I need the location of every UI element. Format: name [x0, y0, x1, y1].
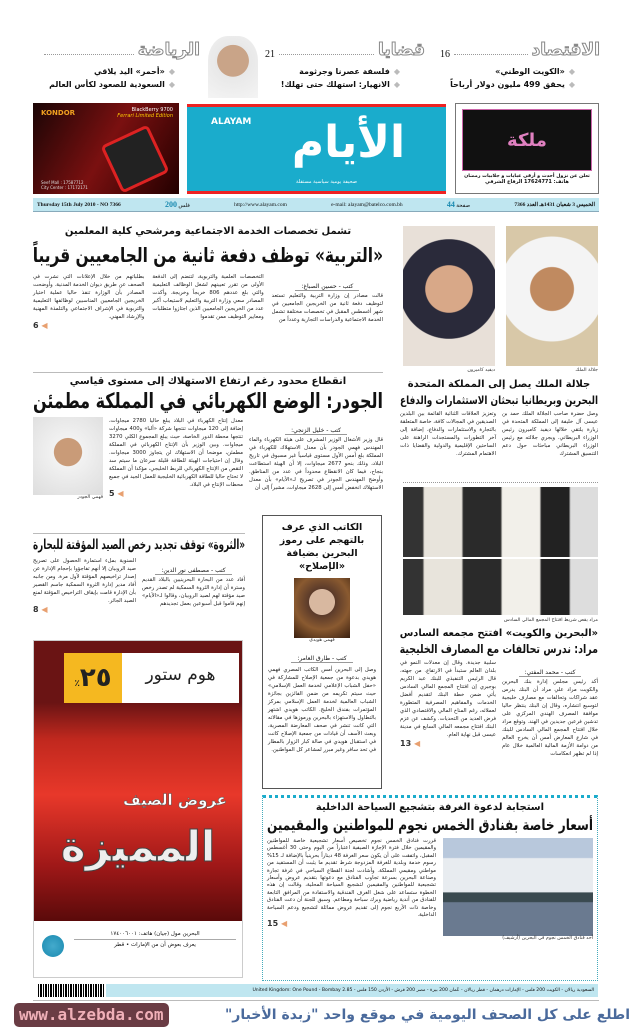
- masthead[interactable]: [187, 104, 446, 194]
- story-body: قالت مصادر إن وزارة التربية والتعليم تستعد لتوظيف دفعة ثانية من الخريجين الجامعيين في شهر أغسطس المقبل في تخصصات مختلفة تشمل الخدمة الاجتماعية والدراسات التجارية وعدداً من: [271, 293, 383, 323]
- percent: ٪: [74, 679, 80, 689]
- date-bar: [33, 198, 599, 212]
- ad-brand: هوم ستور: [145, 665, 216, 685]
- photo-caption: جلالة الملك: [575, 368, 598, 373]
- price: 200: [164, 200, 177, 209]
- columnist-photo: [294, 578, 350, 638]
- ad-edition: Ferrari Limited Edition: [117, 113, 173, 119]
- page-number: 21: [265, 49, 275, 60]
- byline: كتب - محمد المفتي:: [519, 669, 582, 677]
- page-ref[interactable]: 13: [400, 739, 412, 748]
- king-photo: [506, 226, 598, 366]
- ad-logo: ملكة: [462, 109, 592, 171]
- page-ref[interactable]: 6: [33, 321, 39, 330]
- discount: ٢٥: [79, 663, 112, 693]
- story-body: بطلباتهم من خلال الإعلانات التي نشرت في الصحف عن طريق ديوان الخدمة المدنية. وأوضحت المصادر بأن الوزارة تنفذ حاليا عملية اختيار الخريجين الجامعيين المناسبين لوظائفها التعليمية والتربوية في الإشراف الاجتماعي والتلمذة المهنية والإرشاد المهني.: [33, 274, 145, 320]
- barcode: [38, 984, 104, 997]
- story-kicker: «البحرين والكويت» افتتح مجمعه السادس: [399, 628, 598, 639]
- ad-phone: هاتف: 17624771 الرفاع الشرقي: [485, 179, 569, 185]
- masthead-tagline: صحيفة يومية سياسية مستقلة: [296, 179, 357, 185]
- story-headline[interactable]: مراد: ندرس تحالفات مع المصارف الخليجية: [399, 642, 598, 656]
- story-body: سلبية جديدة. وقال إن معدلات النمو في بلدان العالم ستبدأ في الارتفاع. من جهته، قال الرئيس التنفيذي للبنك عبد الكريم بوجيري إن افتتاح المجمع المالي السادس يأتي ضمن خطة البنك لتقديم أفضل الخدمات والمفاهيم المصرفية المتطورة لعملائه، رغم المناخ المالي والاقتصادي الذي فرض العديد من التحديات. وكشف عن عزم البنك افتتاح مجمعه المالي السابع في مدينة عيسى قبل نهاية العام.: [400, 660, 496, 738]
- teaser-item[interactable]: الانهيار: استهلك حتى تهلك!: [280, 80, 390, 89]
- footer-url[interactable]: www.alzebda.com: [14, 1003, 169, 1027]
- ad-subhead: المميزة: [60, 822, 216, 871]
- price-unit: فلس: [178, 203, 190, 209]
- story-body: قال وزير الأشغال الوزير المشرف على هيئة الكهرباء والماء المهندس فهمي الجودر بأن معدل الاستهلاك للكهرباء في المملكة بلغ أمس الأول مستوى قياسياً غير مسبوق في تاريخ البلاد، وذلك بنحو 2677 ميجاوات، إلا أن الهيئة استطاعت بنجاح، فيما كان الانقطاع محدوداً في عدد من المناطق. وأوضح المهندس الجودر في تصريح لـ«الأيام» بأن معدل الاستهلاك انخفض أمس إلى 2628 ميجاوات، مشيراً إلى أن: [249, 437, 383, 491]
- ad-address: البحرين مول (جيان) هاتف: ١٧٤٠٠٦٠٠١: [74, 931, 236, 940]
- page-ref[interactable]: 8: [33, 605, 39, 614]
- photo-caption: فهمي الجودر: [77, 495, 103, 500]
- section-economy[interactable]: الاقتصاد 16 ◆«الكويت الوطني» ◆يحقق 499 مليون دولار أرباحاً: [440, 40, 600, 89]
- hotel-photo: [443, 838, 593, 936]
- byline: كتب - حسين الصباغ:: [295, 283, 359, 291]
- teaser-item[interactable]: السعودية للصعود لكأس العالم: [49, 80, 165, 89]
- kondor-ad[interactable]: [33, 103, 179, 194]
- story-body: التخصصات العلمية والتربوية، لتنضم إلى الدفعة الأولى من تقرر تعيينهم لشغل الوظائف التعليمية والتي بلغ عددهم 806 خريجاً وخريجة. وأكدت المصادر سعي وزارة التربية والتعليم لاستيعاب أكبر عدد من الخريجين الجامعيين الذين اجتازوا متطلبات ومعايير التوظيف ممن تقدموا: [152, 274, 264, 320]
- teaser-item[interactable]: «أحمر» اليد يلاقي: [94, 67, 165, 76]
- story-kicker: جلالة الملك يصل إلى المملكة المتحدة: [407, 379, 591, 390]
- story-kicker: تشمل تخصصات الخدمة الاجتماعية ومرشحي كلية المعلمين: [64, 226, 352, 237]
- story-king[interactable]: [400, 379, 598, 458]
- cameron-photo: [403, 226, 495, 366]
- photo-caption: أحد فنادق الخمس نجوم في البحرين (أرشيف): [502, 936, 593, 941]
- teaser-item[interactable]: يحقق 499 مليون دولار أرباحاً: [450, 80, 565, 89]
- photo-caption: ديفيد كاميرون: [467, 368, 495, 373]
- masthead-logo: الأيام: [291, 117, 406, 168]
- columnist-portrait: [208, 36, 258, 98]
- page-count: 44: [446, 200, 455, 209]
- pages-unit: صفحة: [456, 203, 471, 209]
- story-body: أكد رئيس مجلس إدارة بنك البحرين والكويت مراد علي مراد أن البنك يدرس عقد شراكات وتحالفات مع مصارف خليجية لتوسيع انتشاره، وقال إن البنك ينتظر حاليا موافقة المصرف الهندي المركزي على تدشين فرعين جديدين في الهند. وتوقع مراد خلال افتتاح المجمع المالي السادس للبنك في شارع المعارض أمس أن يخرج العالم من دوامة الأزمة المالية العالمية خلال عام إذا لم تظهر انعكاسات: [502, 679, 598, 757]
- story-body: وصل إلى البحرين أمس الكاتب المصري فهمي هويدي بدعوة من جمعية الإصلاح للمشاركة في «حفل الشباب الإعلامي لخدمة العمل الإسلامي» حيث سيتم تكريمه من ضمن الفائزين بجائزة الشباب العالمية لخدمة العمل الإسلامي بمركز المؤتمرات بفندق الخليج. الكاتب هويدي اشتهر بالتطاول والاستهزاء بالبحرين ورموزها في مقالاته التي كانت تنشر في صحف المعارضة المصرية، وبعث الأسف أن قيادات من جمعية الإصلاح كانت في استقبال هويدي في صالة كبار الزوار بالمطار في تحد سافر وغير مبرر لمشاعر كل المواطنين.: [268, 667, 376, 753]
- story-headline[interactable]: الكاتب الذي عرف بالتهجم على رموز البحرين بضيافة «الإصلاح»: [279, 522, 365, 572]
- jowder-photo: [33, 417, 103, 495]
- home-store-ad[interactable]: [33, 640, 243, 978]
- story-bank[interactable]: «البحرين والكويت» افتتح مجمعه السادس مراد: ندرس تحالفات مع المصارف الخليجية كتب - محمد المفتي: أكد رئيس مجلس إدارة بنك البحرين والكويت مراد علي مراد أن البنك يدرس عقد شراكات وتحالفات مع مصارف خليجية لتوسيع انتشاره، وقال إن البنك ينتظر حاليا موافقة المصرف الهندي المركزي على تدشين فرعين جديدين في الهند. وتوقع مراد خلال افتتاح المجمع المالي السادس للبنك في شارع المعارض أمس أن يخرج العالم من دوامة الأزمة المالية العالمية خلال عام إذا لم تظهر انعكاسات سلبية جديدة. وقال إن معدلات النمو في بلدان العالم ستبدأ في الارتفاع. من جهته، قال الرئيس التنفيذي للبنك عبد الكريم بوجيري إن افتتاح المجمع المالي السادس يأتي ضمن خطة البنك لتقديم أفضل الخدمات والمفاهيم المصرفية المتطورة لعملائه، رغم المناخ المالي والاقتصادي الذي فرض العديد من التحديات. وكشف عن عزم البنك افتتاح مجمعه المالي السابع في مدينة عيسى قبل نهاية العام. ◀ 13: [399, 628, 598, 757]
- english-date: Thursday 15th July 2010 - NO 7366: [37, 201, 121, 208]
- ad-text: تعلن عن نزول أحدث و أرقى عبايات و جلابيات رمضان: [464, 174, 590, 179]
- website-link[interactable]: http://www.alayam.com: [234, 201, 287, 208]
- phone-image: [100, 124, 169, 193]
- page-number: 16: [440, 49, 450, 60]
- story-headline[interactable]: أسعار خاصة بفنادق الخمس نجوم للمواطنين والمقيمين: [267, 816, 593, 834]
- masthead-latin: ALAYAM: [211, 117, 252, 127]
- photo-caption: فهمي هويدي: [309, 638, 335, 643]
- story-electricity[interactable]: انقطاع محدود رغم ارتفاع الاستهلاك إلى مستوى قياسي الجودر: الوضع الكهربائي في المملكة مطمئن كتب - خليل الزنجي: قال وزير الأشغال الوزير المشرف على هيئة الكهرباء والماء المهندس فهمي الجودر بأن معدل الاستهلاك للكهرباء في المملكة بلغ أمس الأول مستوى قياسياً غير مسبوق في تاريخ البلاد، وذلك بنحو 2677 ميجاوات، إلا أن الهيئة استطاعت بنجاح، فيما كان الانقطاع محدوداً في عدد من المناطق. وأوضح المهندس الجودر في تصريح لـ«الأيام» بأن معدل الاستهلاك انخفض أمس إلى 2628 ميجاوات، مشيراً إلى أن معدل إنتاج الكهرباء في البلاد يبلغ حاليا 2780 ميجاوات، إضافة إلى 120 ميجاوات تنتجها شركة «ألبا» و400 ميجاوات تنتجها محطة الدور الخاصة، حيث يبلغ المجموع الكلي 3270 ميجاوات. وبين الوزير بأن الإنتاج الكهربائي في المملكة مطمئن، موضحا أن الاستهلاك لن يتجاوز 3000 ميجاوات. وقال إن احتياجات الهيئة للطاقة قليلة سرعان ما سيتم سد النقص من الإنتاج الكهربائي للربط الخليجي، مؤكدا أن المملكة لا تحتاج حاليا للطاقة الكهربائية الخليجية للعمل الجيد في جميع محطات الإنتاج في البلاد. ◀ 5 فهمي الجودر: [32, 376, 383, 500]
- story-hotels[interactable]: استجابة لدعوة الغرفة بتشجيع السياحة الداخلية أسعار خاصة بفنادق الخمس نجوم للمواطنين والمقيمين أحد فنادق الخمس نجوم في البحرين (أرشيف) قررت فنادق الخمس نجوم تخصيص أسعار تشجيعية خاصة للمواطنين والمقيمين خلال فترة الإجازة الصيفية اعتباراً من اليوم وحتى 30 أغسطس المقبل، واتفقت على أن يكون سعر الغرفة 48 ديناراً بحرينياً بالإضافة لـ 15% رسوم خدمة وبلدية للغرفة المزدوجة شرط تقديم ما يثبت أن المستفيد من مواطني ومقيمي المملكة. وأشادت لجنة القطاع السياحي في غرفة تجارة وصناعة البحرين بسرعة تجاوب الفنادق مع دعوتها بتقديم عروض وأسعار تشجيعية للمواطنين والمقيمين لتشجيع السياحة المحلية، وقالت إن هذه الخطوة ستساعد على شغل الغرف الفندقية والاستفادة من المرافق التابعة للفنادق من أندية رياضية وبرك سباحة ومطاعم. وسبق للجنة أن دعت الفنادق وخاصة ذات الأربع نجوم إلى تقديم عروض مماثلة لتشجيع ودعم السياحة الداخلية. ◀ 15: [262, 795, 598, 981]
- story-headline[interactable]: الجودر: الوضع الكهربائي في المملكة مطمئن: [32, 389, 383, 413]
- section-title: الاقتصاد: [531, 40, 600, 60]
- ad-line: Seef Mall : 17587712: [41, 180, 84, 185]
- story-kicker: استجابة لدعوة الغرفة بتشجيع السياحة الداخلية: [315, 802, 545, 813]
- byline: كتب - خليل الزنجي:: [285, 427, 347, 435]
- story-body: معدل إنتاج الكهرباء في البلاد يبلغ حاليا 2780 ميجاوات، إضافة إلى 120 ميجاوات تنتجها شركة «ألبا» و400 ميجاوات تنتجها محطة الدور الخاصة، حيث يبلغ المجموع الكلي 3270 ميجاوات. وبين الوزير بأن الإنتاج الكهربائي في المملكة مطمئن، موضحا أن الاستهلاك لن يتجاوز 3000 ميجاوات. وقال إن احتياجات الهيئة للطاقة قليلة سرعان ما سيتم سد النقص من الإنتاج الكهربائي للربط الخليجي، مؤكدا أن المملكة لا تحتاج حاليا للطاقة الكهربائية الخليجية للعمل الجيد في جميع محطات الإنتاج في البلاد.: [109, 418, 243, 488]
- section-sports[interactable]: الرياضة ◆«أحمر» اليد يلاقي ◆السعودية للصعود لكأس العالم: [40, 40, 200, 91]
- story-body: أفاد عدد من البحارة البحرينيين بالبلاد القديم وسترة أن إدارة الثروة السمكية لم تصدر رخص صيد مؤقتة لهم لصيد الروبيان، وقالوا لـ«الأيام» إنهم قاموا قبل أسبوعين بعمل تجديدهم: [142, 577, 245, 607]
- section-title: قضايا: [377, 40, 425, 60]
- story-fishing[interactable]: «الثروة» توقف تجديد رخص الصيد المؤقتة للبحارة كتب - مصطفى نور الدين: أفاد عدد من البحارة البحرينيين بالبلاد القديم وسترة أن إدارة الثروة السمكية لم تصدر رخص صيد مؤقتة لهم لصيد الروبيان، وقالوا لـ«الأيام» إنهم قاموا قبل أسبوعين بعمل تجديدهم السنوية بملء استمارة الحصول على تصريح صيد الروبيان إلا أنهم تفاجؤوا بإحجام الإدارة عن إصدار تراخيصهم المؤقتة لأول مرة. ومن جانبه أفاد مدير إدارة الثروة السمكية جاسم القصير بأن الإدارة قامت بإيقاف التراخيص المؤقتة لمنع الصيد الجائر. ◀ 8: [33, 537, 245, 614]
- ad-note: يعرف بعوض أن من الإمارات • قطر: [114, 942, 196, 948]
- teaser-item[interactable]: «الكويت الوطني»: [495, 67, 565, 76]
- photo-caption: مراد يقص شريط افتتاح المجمع المالي السادس: [503, 618, 598, 623]
- byline: كتب - مصطفى نور الدين:: [155, 567, 231, 575]
- story-kicker: انقطاع محدود رغم ارتفاع الاستهلاك إلى مستوى قياسي: [69, 376, 347, 387]
- story-column[interactable]: [262, 515, 382, 789]
- ad-line: City Center : 17172171: [41, 185, 88, 190]
- story-body: السنوية بملء استمارة الحصول على تصريح صيد الروبيان إلا أنهم تفاجؤوا بإحجام الإدارة عن إصدار تراخيصهم المؤقتة لأول مرة. ومن جانبه أفاد مدير إدارة الثروة السمكية جاسم القصير بأن الإدارة قامت بإيقاف التراخيص المؤقتة لمنع الصيد الجائر.: [33, 558, 136, 604]
- globe-icon: [42, 935, 64, 957]
- page-ref[interactable]: 5: [109, 489, 115, 498]
- story-headline[interactable]: «التربية» توظف دفعة ثانية من الجامعيين قريباً: [32, 243, 384, 267]
- email-link[interactable]: e-mail: alayam@batelco.com.bh: [331, 201, 403, 208]
- ad-product: BlackBerry 9700: [131, 107, 173, 113]
- story-headline[interactable]: «الثروة» توقف تجديد رخص الصيد المؤقتة للبحارة: [33, 537, 245, 553]
- story-headline[interactable]: البحرين وبريطانيا تبحثان الاستثمارات والدفاع: [400, 393, 598, 407]
- arabic-date: الخميس 3 شعبان 1431هـ العدد 7366: [514, 201, 595, 208]
- story-teachers[interactable]: تشمل تخصصات الخدمة الاجتماعية ومرشحي كلية المعلمين «التربية» توظف دفعة ثانية من الجامعيين قريباً كتب - حسين الصباغ: قالت مصادر إن وزارة التربية والتعليم تستعد لتوظيف دفعة ثانية من الخريجين الجامعيين في شهر أغسطس المقبل في تخصصات مختلفة تشمل الخدمة الاجتماعية والدراسات التجارية وعدداً من التخصصات العلمية والتربوية، لتنضم إلى الدفعة الأولى من تقرر تعيينهم لشغل الوظائف التعليمية والتي بلغ عددهم 806 خريجاً وخريجة. وأكدت المصادر سعي وزارة التربية والتعليم لاستيعاب أكبر عدد من الخريجين الجامعيين الذين اجتازوا متطلبات ومعايير التوظيف ممن تقدموا بطلباتهم من خلال الإعلانات التي نشرت في الصحف عن طريق ديوان الخدمة المدنية. وأوضحت المصادر بأن الوزارة تنفذ حاليا عملية اختيار الخريجين الجامعيين المناسبين لوظائفها التعليمية والتربوية في الإشراف الاجتماعي والتلمذة المهنية والإرشاد المهني. ◀ 6: [32, 226, 384, 330]
- ad-brand: KONDOR: [41, 109, 76, 117]
- section-issues[interactable]: قضايا 21 ◆فلسفة عصرنا وجرثومة ◆الانهيار: استهلك حتى تهلك!: [265, 40, 425, 89]
- byline: كتب - طارق العامر:: [291, 655, 352, 663]
- story-body: وتعزيز العلاقات الثنائية القائمة بين البلدين الصديقين في المجالات كافة، خاصة المتعلقة بالتجارة والاستثمارات والدفاع، إضافة إلى آخر التطورات والمستجدات الراهنة على الساحتين الإقليمية والدولية والقضايا ذات الاهتمام المشترك.: [400, 411, 496, 457]
- teaser-item[interactable]: فلسفة عصرنا وجرثومة: [299, 67, 390, 76]
- ad-headline: عروض الصيف: [123, 791, 227, 809]
- bank-opening-photo: [403, 487, 598, 615]
- page-ref[interactable]: 15: [267, 919, 279, 929]
- price-bar: السعودية ريالان - الكويت 200 فلس - الإمارات درهمان - قطر ريالان - عُمان 200 بيزة - مصر 200 قرش - الأردن 150 فلس - United Kingdom: One Pound - Bombay 2.85: [106, 984, 598, 997]
- story-body: وصل حضرة صاحب الجلالة الملك حمد بن عيسى آل خليفة إلى المملكة المتحدة في زيارة يلتقي خلالها ديفيد كاميرون رئيس الوزراء البريطاني. ويجري جلالته مع رئيس الوزراء البريطاني مباحثات حول دعم التنسيق المشترك: [502, 411, 598, 457]
- malika-ad[interactable]: [455, 103, 599, 194]
- section-title: الرياضة: [137, 40, 200, 60]
- footer-slogan: اطلع على كل الصحف اليومية في موقع واحد "زبدة الأخبار": [224, 1007, 630, 1023]
- story-body: قررت فنادق الخمس نجوم تخصيص أسعار تشجيعية خاصة للمواطنين والمقيمين خلال فترة الإجازة الصيفية اعتباراً من اليوم وحتى 30 أغسطس المقبل، واتفقت على أن يكون سعر الغرفة 48 ديناراً بحرينياً بالإضافة لـ 15% رسوم خدمة وبلدية للغرفة المزدوجة شرط تقديم ما يثبت أن المستفيد من مواطني ومقيمي المملكة. وأشادت لجنة القطاع السياحي في غرفة تجارة وصناعة البحرين بسرعة تجاوب الفنادق مع دعوتها بتقديم عروض وأسعار تشجيعية للمواطنين والمقيمين لتشجيع السياحة المحلية، وقالت إن هذه الخطوة ستساعد على شغل الغرف الفندقية والاستفادة من المرافق التابعة للفنادق من أندية رياضية وبرك سباحة ومطاعم. وسبق للجنة أن دعت الفنادق وخاصة ذات الأربع نجوم إلى تقديم عروض مماثلة لتشجيع ودعم السياحة الداخلية.: [267, 838, 437, 919]
